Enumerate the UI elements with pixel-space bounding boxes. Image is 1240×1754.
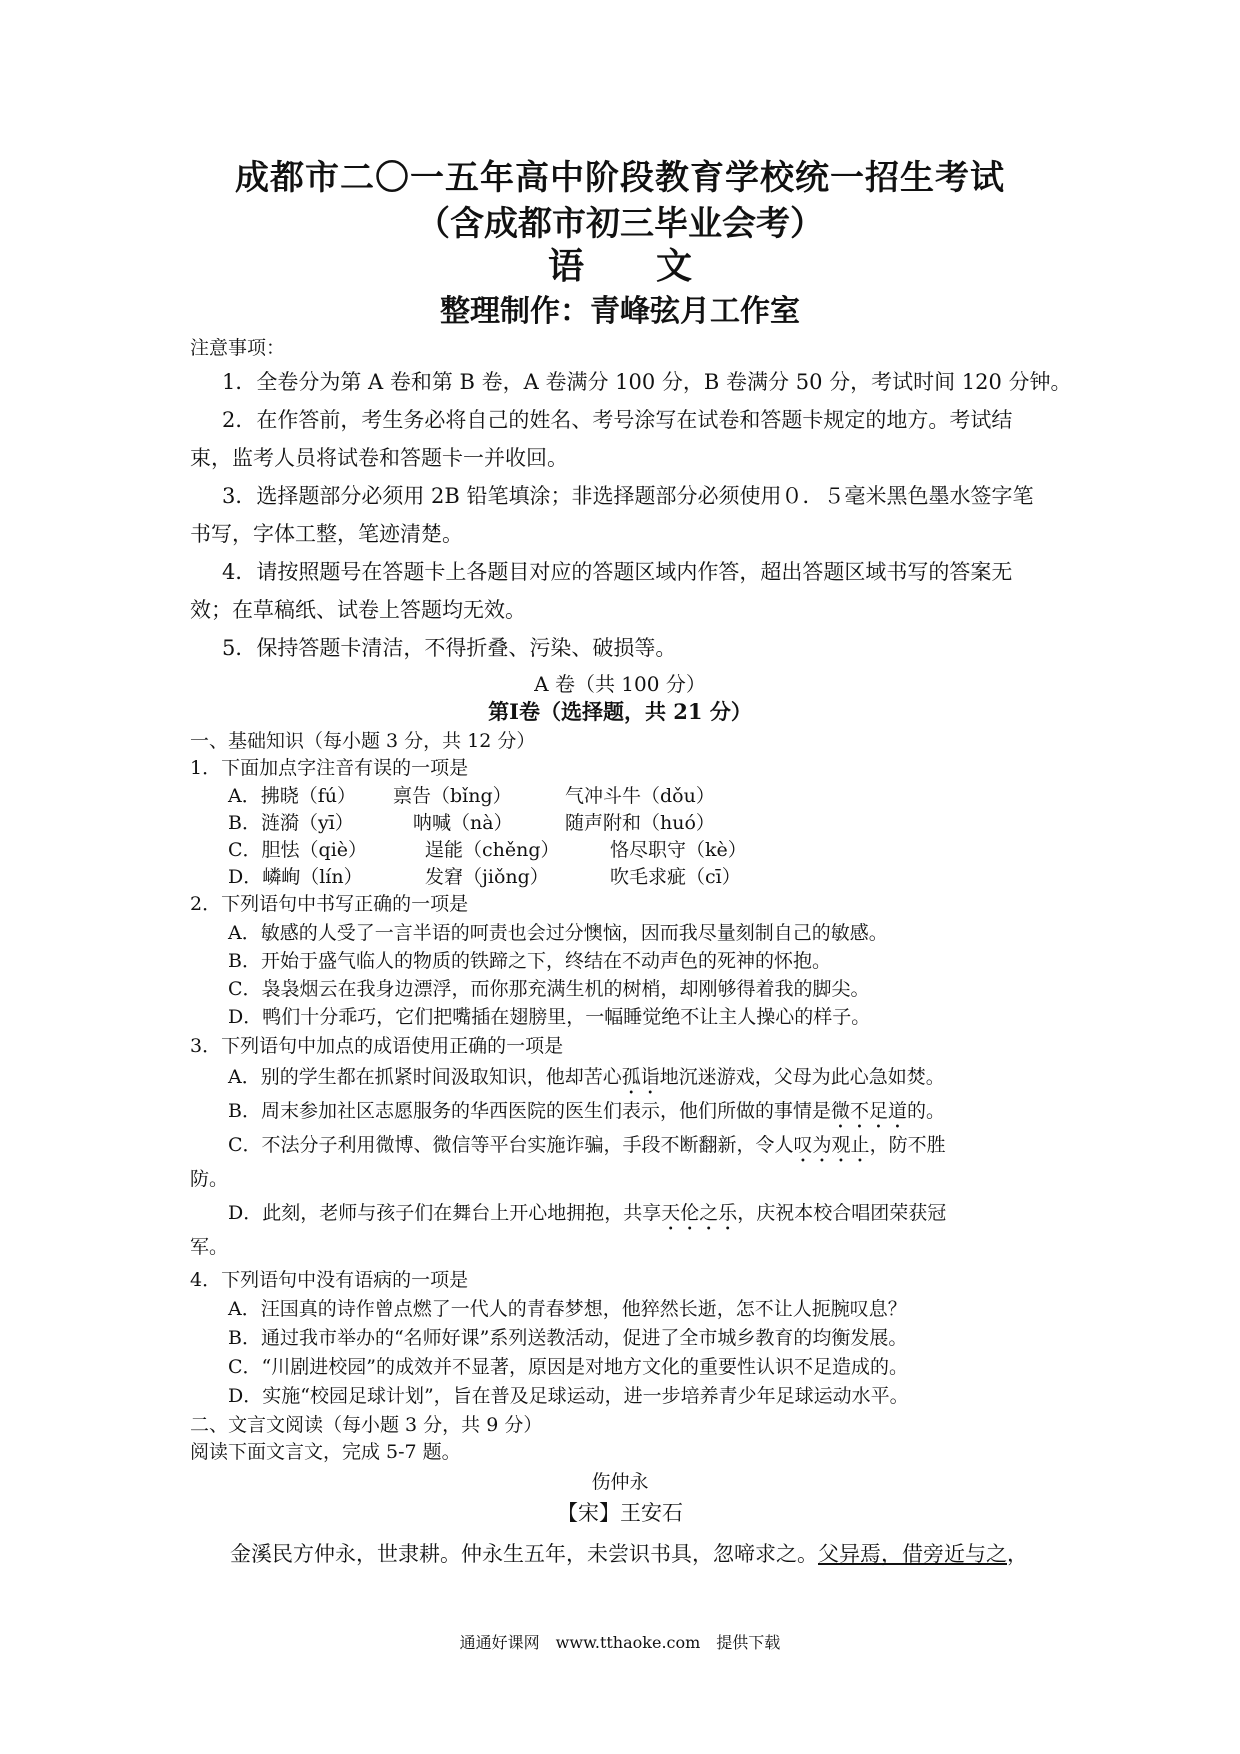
q3-option-b — [228, 1096, 945, 1133]
q3-text: 的。 — [906, 1100, 945, 1122]
q1-option: 气冲斗牛（dǒu） — [565, 785, 715, 807]
notice-item: 1．全卷分为第 A 卷和第 B 卷，A 卷满分 100 分，B 卷满分 50 分，考试时间 120 分钟。 — [222, 370, 1072, 394]
notice-item: 束，监考人员将试卷和答题卡一并收回。 — [190, 446, 568, 470]
q3-option-d — [228, 1198, 946, 1235]
q3-dotted-idiom: 天伦之乐 — [661, 1202, 738, 1224]
exam-subtitle: （含成都市初三毕业会考） — [416, 204, 824, 244]
q1-option: 发窘（jiǒng） — [425, 866, 549, 888]
q4-option: D．实施“校园足球计划”，旨在普及足球运动，进一步培养青少年足球运动水平。 — [228, 1385, 909, 1407]
q1-option: 禀告（bǐng） — [393, 785, 512, 807]
part1-title: 第Ⅰ卷（选择题，共 21 分） — [488, 699, 752, 724]
q4-option: C．“川剧进校园”的成效并不显著，原因是对地方文化的重要性认识不足造成的。 — [228, 1356, 908, 1378]
notice-item: 书写，字体工整，笔迹清楚。 — [190, 522, 463, 546]
a-paper-title: A 卷（共 100 分） — [534, 672, 706, 696]
q1-option: 随声附和（huó） — [565, 812, 715, 834]
notice-heading: 注意事项： — [190, 337, 286, 359]
q3-text: C．不法分子利用微博、微信等平台实施诈骗，手段不断翻新，令人 — [228, 1134, 794, 1156]
q1-option: D．嶙峋（lín） — [228, 866, 363, 888]
essay-author: 【宋】王安石 — [557, 1501, 683, 1525]
essay-text: 金溪民方仲永，世隶耕。仲永生五年，未尝识书具，忽啼求之。 — [230, 1542, 818, 1566]
essay-text: ， — [1007, 1542, 1028, 1566]
section1-heading: 一、基础知识（每小题 3 分，共 12 分） — [190, 730, 536, 752]
reading-instruction: 阅读下面文言文，完成 5-7 题。 — [190, 1441, 461, 1463]
q2-option: D．鸭们十分乖巧，它们把嘴插在翅膀里，一幅睡觉绝不让主人操心的样子。 — [228, 1006, 871, 1028]
q3-text: B．周末参加社区志愿服务的华西医院的医生们表示，他们所做的事情是 — [228, 1100, 831, 1122]
q3-text: D．此刻，老师与孩子们在舞台上开心地拥抱，共享 — [228, 1202, 662, 1224]
q2-option: A．敏感的人受了一言半语的呵责也会过分懊恼，因而我尽量刻制自己的敏感。 — [228, 922, 888, 944]
q3-stem: 3．下列语句中加点的成语使用正确的一项是 — [190, 1035, 564, 1057]
notice-item: 2．在作答前，考生务必将自己的姓名、考号涂写在试卷和答题卡规定的地方。考试结 — [222, 408, 1013, 432]
q3-dotted-idiom: 孤诣 — [621, 1066, 660, 1088]
q2-option: B．开始于盛气临人的物质的铁蹄之下，终结在不动声色的死神的怀抱。 — [228, 950, 831, 972]
q3-text: ，庆祝本校合唱团荣获冠 — [737, 1202, 947, 1224]
essay-underlined-text: 父异焉，借旁近与之 — [818, 1542, 1007, 1566]
q3-option-c-cont: 防。 — [190, 1168, 229, 1190]
q4-option: A．汪国真的诗作曾点燃了一代人的青春梦想，他猝然长逝，怎不让人扼腕叹息？ — [228, 1298, 907, 1320]
exam-title: 成都市二〇一五年高中阶段教育学校统一招生考试 — [235, 158, 1005, 198]
essay-first-line — [230, 1538, 1028, 1568]
q1-option: 逞能（chěng） — [425, 839, 560, 861]
q2-option: C．袅袅烟云在我身边漂浮，而你那充满生机的树梢，却刚够得着我的脚尖。 — [228, 978, 870, 1000]
q3-text: A．别的学生都在抓紧时间汲取知识，他却苦心 — [228, 1066, 622, 1088]
producer-line: 整理制作：青峰弦月工作室 — [440, 294, 800, 329]
q1-option: C．胆怯（qiè） — [228, 839, 368, 861]
notice-item: 4．请按照题号在答题卡上各题目对应的答题区域内作答，超出答题区域书写的答案无 — [222, 560, 1013, 584]
subject-title: 语 文 — [547, 245, 692, 287]
q1-option: 吹毛求疵（cī） — [610, 866, 741, 888]
section2-heading: 二、文言文阅读（每小题 3 分，共 9 分） — [190, 1414, 543, 1436]
q2-stem: 2．下列语句中书写正确的一项是 — [190, 893, 469, 915]
notice-item: 效；在草稿纸、试卷上答题均无效。 — [190, 598, 526, 622]
q1-option: 呐喊（nà） — [413, 812, 513, 834]
q4-option: B．通过我市举办的“名师好课”系列送教活动，促进了全市城乡教育的均衡发展。 — [228, 1327, 908, 1349]
q3-option-a — [228, 1062, 945, 1099]
q3-dotted-idiom: 微不足道 — [830, 1100, 907, 1122]
q3-text: ，防不胜 — [869, 1134, 946, 1156]
q1-option: A．拂晓（fú） — [228, 785, 356, 807]
notice-item: 3．选择题部分必须用 2B 铅笔填涂；非选择题部分必须使用０．５毫米黑色墨水签字笔 — [222, 484, 1034, 508]
download-footer: 通通好课网 www.tthaoke.com 提供下载 — [459, 1633, 781, 1652]
q3-text: 地沉迷游戏，父母为此心急如焚。 — [659, 1066, 945, 1088]
q1-stem: 1．下面加点字注音有误的一项是 — [190, 757, 469, 779]
q4-stem: 4．下列语句中没有语病的一项是 — [190, 1269, 469, 1291]
q1-option: 恪尽职守（kè） — [610, 839, 747, 861]
q3-option-c — [228, 1130, 946, 1167]
notice-item: 5．保持答题卡清洁，不得折叠、污染、破损等。 — [222, 636, 677, 660]
essay-title: 伤仲永 — [591, 1471, 649, 1493]
q1-option: B．涟漪（yī） — [228, 812, 354, 834]
q3-dotted-idiom: 叹为观止 — [793, 1134, 870, 1156]
q3-option-d-cont: 军。 — [190, 1236, 229, 1258]
